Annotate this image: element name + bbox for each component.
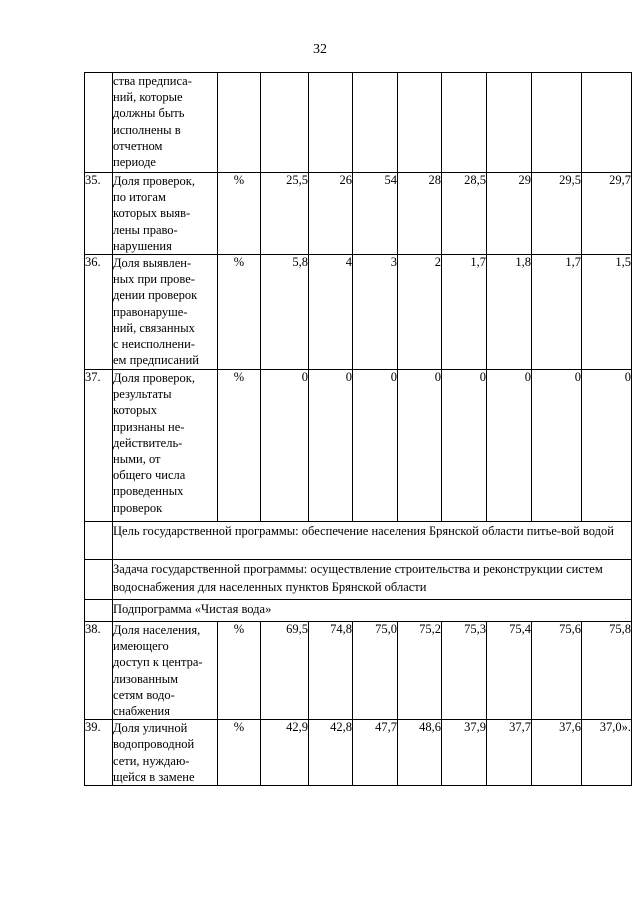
table-row	[85, 173, 632, 255]
empty-cell	[85, 522, 113, 560]
table-row	[85, 600, 632, 622]
unit-cell: %	[218, 173, 261, 255]
row-number: 37.	[85, 370, 113, 522]
value-cell: 1,7	[442, 255, 487, 370]
value-cell: 37,6	[532, 720, 582, 786]
table-row	[85, 73, 632, 173]
subprogram-title: Подпрограмма «Чистая вода»	[113, 600, 632, 622]
indicator-name: Доля проверок, по итогам которых выяв- лены право- нарушения	[113, 173, 218, 255]
value-cell: 75,0	[353, 622, 398, 720]
page-number: 32	[313, 42, 327, 57]
value-cell: 2	[398, 255, 442, 370]
value-cell	[261, 73, 309, 173]
value-cell: 42,8	[309, 720, 353, 786]
value-cell: 48,6	[398, 720, 442, 786]
value-cell: 1,8	[487, 255, 532, 370]
value-cell: 25,5	[261, 173, 309, 255]
program-goal: Цель государственной программы: обеспечение населения Брянской области питье-вой водой	[113, 522, 632, 560]
table-row	[85, 255, 632, 370]
value-cell: 29,5	[532, 173, 582, 255]
value-cell: 75,3	[442, 622, 487, 720]
unit-cell: %	[218, 622, 261, 720]
value-cell: 28,5	[442, 173, 487, 255]
table-row	[85, 522, 632, 560]
row-number: 38.	[85, 622, 113, 720]
row-number: 39.	[85, 720, 113, 786]
value-cell: 37,0».	[582, 720, 632, 786]
value-cell	[532, 73, 582, 173]
value-cell: 4	[309, 255, 353, 370]
row-number: 35.	[85, 173, 113, 255]
table-row	[85, 370, 632, 522]
value-cell: 0	[487, 370, 532, 522]
value-cell: 0	[532, 370, 582, 522]
empty-cell	[85, 560, 113, 600]
indicator-name: Доля населения, имеющего доступ к центра- лизованным сетям водо- снабжения	[113, 622, 218, 720]
table-row	[85, 622, 632, 720]
value-cell: 75,2	[398, 622, 442, 720]
value-cell: 69,5	[261, 622, 309, 720]
indicator-name: ства предписа- ний, которые должны быть исполнены в отчетном периоде	[113, 73, 218, 173]
value-cell: 54	[353, 173, 398, 255]
unit-cell: %	[218, 255, 261, 370]
value-cell: 28	[398, 173, 442, 255]
value-cell: 26	[309, 173, 353, 255]
value-cell: 0	[309, 370, 353, 522]
value-cell	[487, 73, 532, 173]
indicator-name: Доля уличной водопроводной сети, нуждаю- щейся в замене	[113, 720, 218, 786]
value-cell: 0	[261, 370, 309, 522]
value-cell	[353, 73, 398, 173]
program-task: Задача государственной программы: осуществление строительства и реконструкции систем водоснабжения для населенных пунктов Брянской области	[113, 560, 632, 600]
value-cell: 0	[582, 370, 632, 522]
value-cell: 29	[487, 173, 532, 255]
value-cell: 37,7	[487, 720, 532, 786]
value-cell: 0	[353, 370, 398, 522]
value-cell: 3	[353, 255, 398, 370]
indicator-name: Доля проверок, результаты которых признаны не- действитель- ными, от общего числа проведенных проверок	[113, 370, 218, 522]
unit-cell: %	[218, 720, 261, 786]
value-cell	[309, 73, 353, 173]
value-cell: 75,4	[487, 622, 532, 720]
indicators-table	[84, 72, 632, 786]
table-row	[85, 560, 632, 600]
value-cell: 0	[442, 370, 487, 522]
value-cell: 5,8	[261, 255, 309, 370]
value-cell: 37,9	[442, 720, 487, 786]
row-number: 36.	[85, 255, 113, 370]
value-cell: 74,8	[309, 622, 353, 720]
empty-cell	[85, 600, 113, 622]
value-cell	[582, 73, 632, 173]
value-cell: 1,5	[582, 255, 632, 370]
value-cell: 1,7	[532, 255, 582, 370]
table-row	[85, 720, 632, 786]
value-cell: 29,7	[582, 173, 632, 255]
value-cell: 47,7	[353, 720, 398, 786]
indicator-name: Доля выявлен- ных при прове- дении проверок правонаруше- ний, связанных с неисполнени- ем предписаний	[113, 255, 218, 370]
unit-cell: %	[218, 370, 261, 522]
value-cell: 75,8	[582, 622, 632, 720]
value-cell: 0	[398, 370, 442, 522]
value-cell: 75,6	[532, 622, 582, 720]
value-cell: 42,9	[261, 720, 309, 786]
unit-cell	[218, 73, 261, 173]
value-cell	[442, 73, 487, 173]
value-cell	[398, 73, 442, 173]
row-number	[85, 73, 113, 173]
